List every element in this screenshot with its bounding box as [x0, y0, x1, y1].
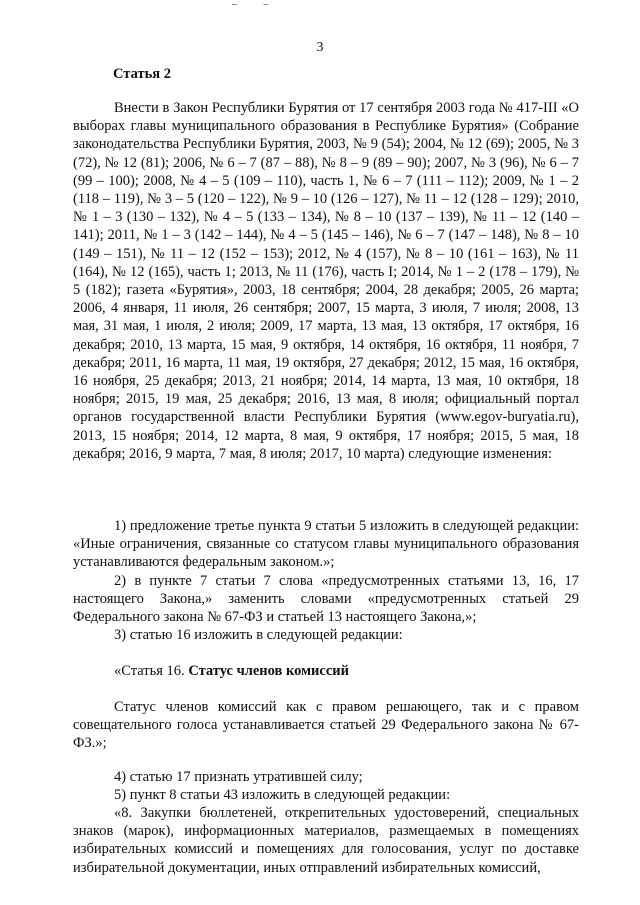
header-mark: – — [232, 0, 237, 10]
amendment-item-1: 1) предложение третье пункта 9 статьи 5 изложить в следующей редакции: «Иные ограничения, связанные со статусом главы муниципального образования устанавливаются федеральным законом.»; — [73, 518, 579, 571]
amendment-item-4: 4) статью 17 признать утратившей силу; — [114, 769, 363, 785]
amendment-item-5: 5) пункт 8 статьи 43 изложить в следующей редакции: — [114, 787, 451, 803]
intro-paragraph: Внести в Закон Республики Бурятия от 17 сентября 2003 года № 417-III «О выборах главы муниципального образования в Республике Бурятия» (Собрание законодательства Республики Бурятия, 2003, № 9 (54); 2004, № 12 (69); 2005, № 3 (72), № 12 (81); 2006, № 6 – 7 (87 – 88), № 8 – 9 (89 – 90); 2007, № 3 (96), № 6 – 7 (99 – 100); 2008, № 4 – 5 (109 – 110), часть 1, № 6 – 7 (111 – 112); 2009, № 1 – 2 (118 – 119), № 3 – 5 (120 – 122), № 9 – 10 (126 – 127), № 11 – 12 (128 – 129); 2010, № 1 – 3 (130 – 132), № 4 – 5 (133 – 134), № 8 – 10 (137 – 139), № 11 – 12 (140 – 141); 2011, № 1 – 3 (142 – 144), № 4 – 5 (145 – 146), № 6 – 7 (147 – 148), № 8 – 10 (149 – 151), № 11 – 12 (152 – 153); 2012, № 4 (157), № 8 – 10 (161 – 163), № 11 (164), № 12 (165), часть 1; 2013, № 11 (176), часть I; 2014, № 1 – 2 (178 – 179), № 5 (182); газета «Бурятия», 2003, 18 сентября; 2004, 28 декабря; 2005, 26 марта; 2006, 4 января, 11 июля, 26 сентября; 2007, 15 марта, 3 июля, 7 июля; 2008, 13 мая, 31 мая, 1 июля, 2 июля; 2009, 17 марта, 13 мая, 13 октября, 17 октября, 16 декабря; 2010, 13 марта, 15 мая, 9 октября, 14 октября, 16 октября, 11 ноября, 7 декабря; 2011, 16 марта, 11 мая, 19 октября, 27 декабря; 2012, 15 мая, 16 октября, 16 ноября, 25 декабря; 2013, 21 ноября; 2014, 14 марта, 13 мая, 10 октября, 18 ноября; 2015, 19 мая, 25 декабря; 2016, 13 мая, 8 июля; официальный портал органов государственной власти Республики Бурятия (www.egov-buryatia.ru), 2013, 15 ноября; 2014, 12 марта, 8 мая, 9 октября, 17 ноября; 2015, 5 мая, 18 декабря; 2016, 9 марта, 7 мая, 8 июля; 2017, 10 марта) следующие изменения: — [73, 100, 579, 462]
article-heading: Статья 2 — [113, 66, 171, 82]
amendment-item-5-text: «8. Закупки бюллетеней, открепительных удостоверений, специальных знаков (марок), информационных материалов, размещаемых в помещениях избирательных комиссий и помещениях для голосования, услуг по доставке избирательной документации, иных отправлений избирательных комиссий, — [73, 805, 579, 876]
amendment-item-2: 2) в пункте 7 статьи 7 слова «предусмотренных статьями 13, 16, 17 настоящего Закона,» заменить словами «предусмотренных статьей 29 Федерального закона № 67-ФЗ и статьей 13 настоящего Закона,»; — [73, 573, 579, 626]
page-number: 3 — [316, 40, 324, 55]
header-mark: – — [263, 0, 269, 10]
header-marks — [232, 0, 293, 10]
amendment-item-3: 3) статью 16 изложить в следующей редакции: — [114, 627, 403, 643]
quoted-article-title: Статус членов комиссий — [188, 663, 349, 679]
quoted-article-heading — [73, 662, 579, 680]
quoted-article-body: Статус членов комиссий как с правом решающего, так и с правом совещательного голоса устанавливается статьей 29 Федерального закона № 67-ФЗ.»; — [73, 699, 579, 752]
quoted-article-prefix: «Статья 16. — [114, 663, 185, 679]
